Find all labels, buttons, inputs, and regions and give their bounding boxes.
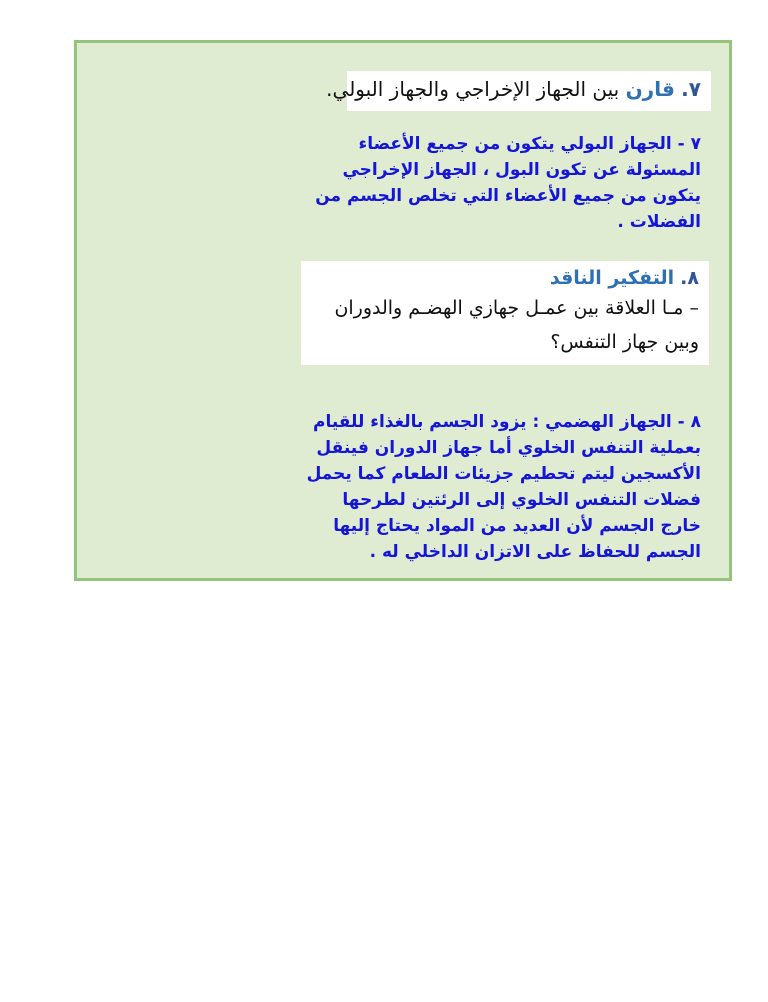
answer-8-line: خارج الجسم لأن العديد من المواد يحتاج إليها: [333, 516, 701, 536]
answer-8-line: ٨ - الجهاز الهضمي : يزود الجسم بالغذاء للقيام: [313, 412, 701, 432]
answer-7-line: المسئولة عن تكون البول ، الجهاز الإخراجي: [342, 160, 701, 180]
question-7-box: [326, 71, 711, 111]
answer-7-line: يتكون من جميع الأعضاء التي تخلص الجسم من: [315, 186, 701, 206]
question-7-number: ٧.: [681, 77, 701, 101]
question-7-text: بين الجهاز الإخراجي والجهاز البولي.: [326, 77, 620, 101]
answer-7-line: الفضلات .: [617, 212, 701, 232]
answer-8-line: الأكسجين ليتم تحطيم جزيئات الطعام كما يحمل: [306, 464, 701, 484]
answer-7: [315, 131, 701, 235]
answer-8-line: الجسم للحفاظ على الاتزان الداخلي له .: [369, 542, 701, 562]
question-8-box: [301, 261, 709, 365]
question-8-heading-row: [311, 265, 699, 291]
answer-8: [306, 409, 701, 565]
worksheet-card: [74, 40, 732, 581]
question-8-line: وبين جهاز التنفس؟: [550, 331, 699, 353]
answer-8-line: فضلات التنفس الخلوي إلى الرئتين لطرحها: [342, 490, 701, 510]
question-8-line: – مـا العلاقة بين عمـل جهازي الهضـم والدوران: [334, 297, 699, 319]
question-8-heading: التفكير الناقد: [549, 267, 675, 289]
question-7-keyword: قارن: [625, 77, 675, 101]
answer-7-line: ٧ - الجهاز البولي يتكون من جميع الأعضاء: [358, 134, 701, 154]
answer-8-line: بعملية التنفس الخلوي أما جهاز الدوران فينقل: [316, 438, 701, 458]
question-8-number: ٨.: [680, 267, 699, 289]
